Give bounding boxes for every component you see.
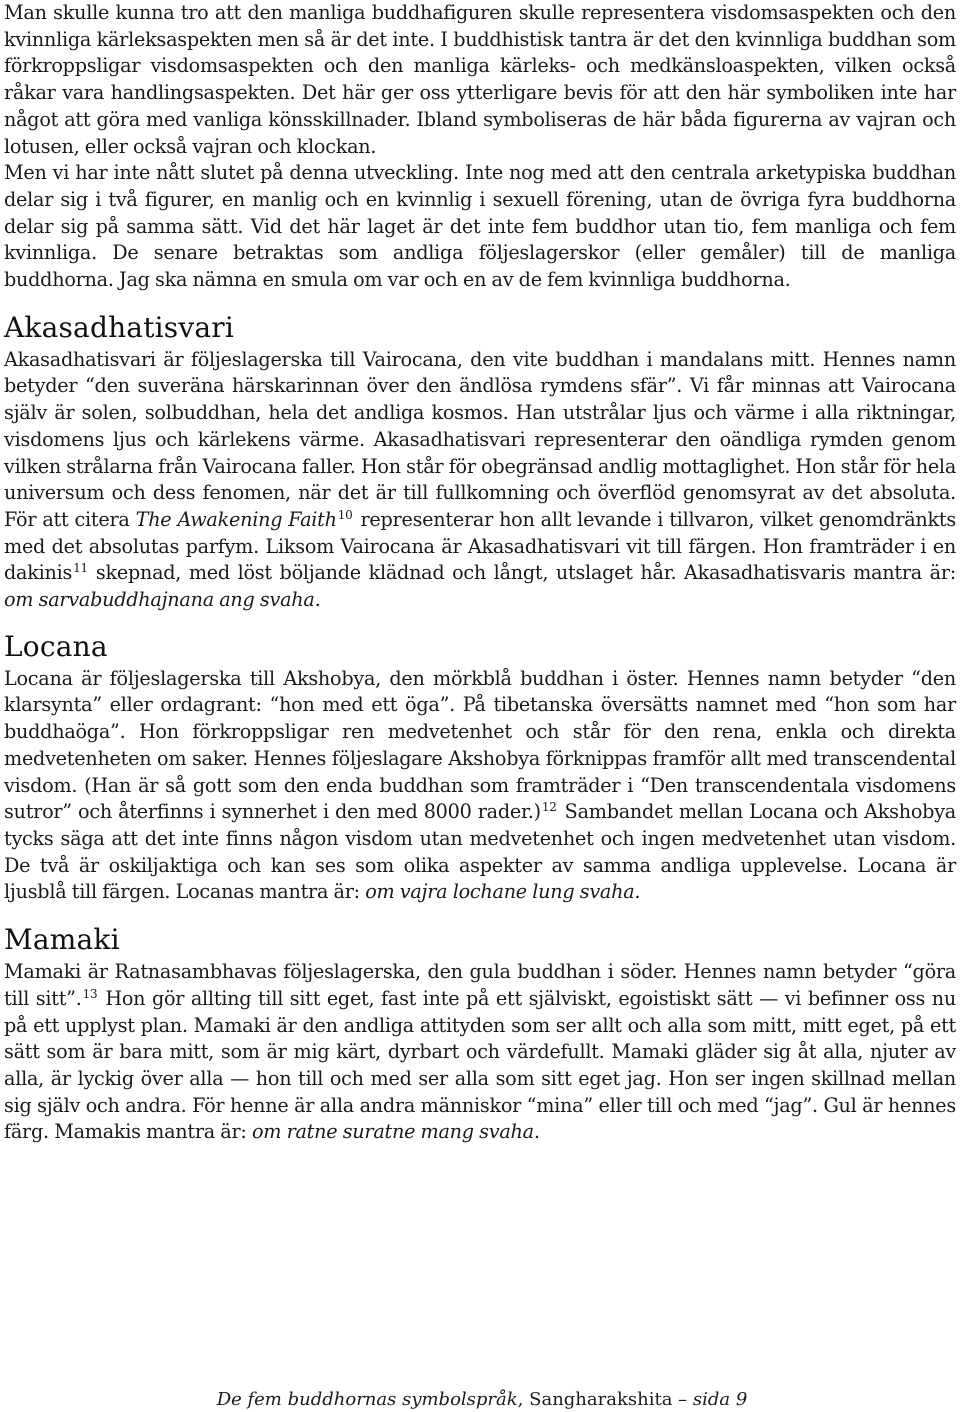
akasadhatisvari-mantra: om sarvabuddhajnana ang svaha. — [4, 588, 321, 612]
locana-text-a: Locana är följeslagerska till Akshobya, den mörkblå buddhan i öster. Hennes namn betyder “den klarsynta” eller ordagrant: “hon med ett öga”. På tibetanska översätts namnet med “hon som har buddhaöga”. Hon förkroppsligar ren medvetenhet och står för den rena, enkla och direkta medvetenheten om saker. Hennes följeslagare Akshobya förknippas framför allt med transcendental visdom. (Han är så gott som den enda buddhan som framträder i “Den transcendentala visdomens sutror” och återfinns i synnerhet i den med 8000 rader.) — [4, 666, 956, 824]
intro-text-2: Men vi har inte nått slutet på denna utveckling. Inte nog med att den centrala arketypiska buddhan delar sig i två figurer, en manlig och en kvinnlig i sexuell förening, utan de övriga fyra buddhorna delar sig på samma sätt. Vid det här laget är det inte fem buddhor utan tio, fem manliga och fem kvinnliga. De senare betraktas som andliga följeslagerskor (eller gemåler) till de manliga buddhorna. Jag ska nämna en smula om var och en av de fem kvinnliga buddhorna. — [4, 161, 956, 292]
footer-dash: – — [672, 1389, 693, 1410]
locana-paragraph — [4, 666, 956, 906]
heading-locana: Locana — [4, 629, 108, 663]
mamaki-mantra: om ratne suratne mang svaha. — [251, 1120, 540, 1144]
footnote-ref-10: 10 — [337, 507, 353, 522]
mamaki-text-b: Hon gör allting till sitt eget, fast inte på ett själviskt, egoistiskt sätt — vi befinner oss nu på ett upplyst plan. Mamaki är den andliga attityden som ser allt och alla som mitt, mitt eget, på ett sätt som är bara mitt, som är mig kärt, dyrbart och värdefullt. Mamaki gläder sig åt alla, njuter av alla, är lyckig över alla — hon till och med ser alla som sitt eget jag. Hon ser ingen skillnad mellan sig själv och andra. För henne är alla andra människor “mina” eller till och med “jag”. Gul är hennes färg. Mamakis mantra är: — [4, 986, 956, 1144]
locana-mantra: om vajra lochane lung svaha. — [365, 880, 641, 904]
intro-paragraph-1 — [4, 0, 956, 160]
heading-mamaki: Mamaki — [4, 923, 120, 957]
intro-paragraph-2 — [4, 160, 956, 294]
footer-author: Sangharakshita — [529, 1389, 673, 1410]
heading-akasadhatisvari: Akasadhatisvari — [4, 310, 235, 344]
locana-text-b: Sambandet mellan Locana och Akshobya tycks säga att det inte finns någon visdom utan medvetenhet och ingen medvetenhet utan visdom. De två är oskiljaktiga och kan ses som olika aspekter av samma andliga upplevelse. Locana är ljusblå till färgen. Locanas mantra är: — [4, 800, 956, 904]
footer-page-number: sida 9 — [692, 1389, 748, 1410]
akasadhatisvari-text-b: representerar hon allt levande i tillvaron, vilket genomdränkts med det absolutas parfym. Liksom Vairocana är Akasadhatisvari vit till färgen. Hon framträder i en dakinis — [4, 507, 956, 585]
mamaki-text-a: Mamaki är Ratnasambhavas följeslagerska, den gula buddhan i söder. Hennes namn betyder “göra till sitt”. — [4, 960, 956, 1010]
footnote-ref-12: 12 — [541, 800, 557, 815]
mamaki-paragraph — [4, 959, 956, 1146]
akasadhatisvari-text-c: skepnad, med löst böljande klädnad och långt, utslaget hår. Akasadhatisvaris mantra är: — [95, 561, 956, 585]
footer-title: De fem buddhornas symbolspråk — [216, 1389, 518, 1410]
book-title: The Awakening Faith — [135, 507, 337, 531]
page-footer — [0, 1388, 960, 1412]
intro-text-1: Man skulle kunna tro att den manliga buddhafiguren skulle representera visdomsaspekten och den kvinnliga kärleksaspekten men så är det inte. I buddhistisk tantra är det den kvinnliga buddhan som förkroppsligar visdomsaspekten och den manliga kärleks- och medkänsloaspekten, vilken också råkar vara handlingsaspekten. Det här ger oss ytterligare bevis för att den här symboliken inte har något att göra med vanliga könsskillnader. Ibland symboliseras de här båda figurerna av vajran och lotusen, eller också vajran och klockan. — [4, 1, 956, 158]
document-page — [4, 0, 956, 1146]
akasadhatisvari-text-a: Akasadhatisvari är följeslagerska till Vairocana, den vite buddhan i mandalans mitt. Hennes namn betyder “den suveräna härskarinnan över den ändlösa rymdens sfär”. Vi får minnas att Vairocana själv är solen, solbuddhan, hela det andliga kosmos. Han utstrålar ljus och värme i alla riktningar, visdomens ljus och kärlekens värme. Akasadhatisvari representerar den oändliga rymden genom vilken strålarna från Vairocana faller. Hon står för obegränsad andlig mottaglighet. Hon står för hela universum och dess fenomen, när det är till fullkomning och överflöd genomsyrat av det absoluta. För att citera — [4, 347, 957, 531]
footer-separator: , — [517, 1389, 530, 1410]
akasadhatisvari-paragraph — [4, 347, 956, 614]
footnote-ref-11: 11 — [73, 561, 88, 576]
footnote-ref-13: 13 — [82, 986, 98, 1001]
